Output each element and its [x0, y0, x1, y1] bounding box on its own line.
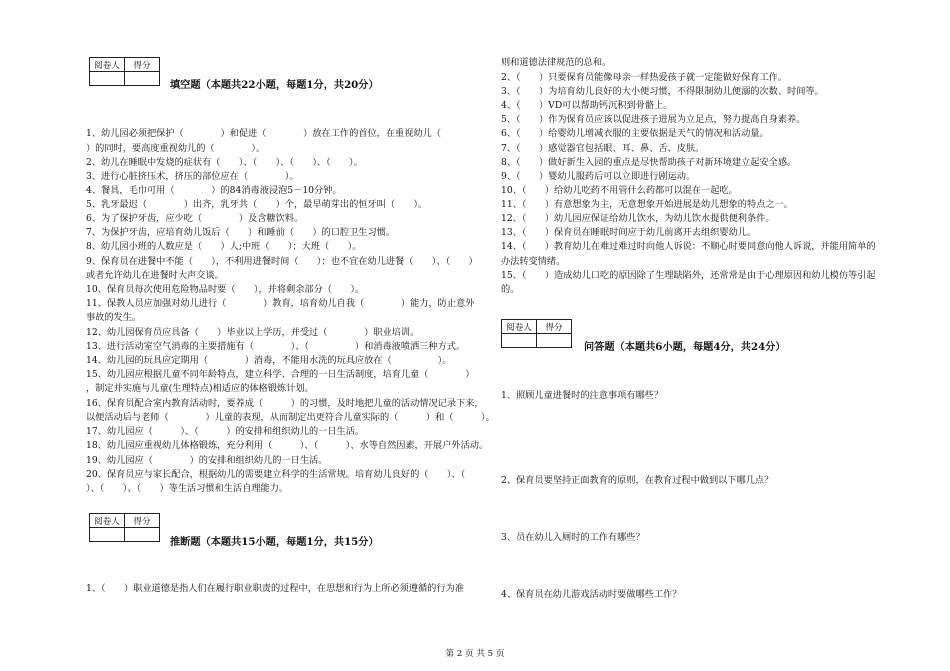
- fill-line: 20、保育员应与家长配合，根据幼儿的需要建立科学的生活常规。培育幼儿良好的（ ）、（: [86, 469, 484, 480]
- score-table-grader-cell: [90, 528, 125, 542]
- qa-question: 1、照顾儿童进餐时的注意事项有哪些？: [501, 390, 664, 401]
- fill-line: 9、保育员在进餐中不能（ ），不利用进餐时间（ ）；也不宜在幼儿进餐（ ）、（ ）: [86, 256, 478, 267]
- judge-line: 办法转变情绪。: [501, 256, 566, 267]
- score-table-grader-cell: [90, 72, 125, 86]
- score-table-fill: [89, 57, 160, 86]
- section-title-qa: 问答题（本题共6小题，每题4分，共24分）: [584, 341, 786, 353]
- score-table-grader-cell: [502, 334, 537, 348]
- fill-line: 13、进行活动室空气消毒的主要措施有（ ）、（ ）和消毒液喷洒三种方式。: [86, 341, 466, 352]
- judge-line: 8、（ ）做好新生入园的重点是尽快帮助孩子对新环境建立起安全感。: [501, 157, 797, 168]
- judge-line: 13、（ ）保育员在睡眠时间应于幼儿前离开去组织婴幼儿。: [501, 227, 757, 238]
- fill-line: 10、保育员每次使用危险物品时要（ ），并将剩余部分（ ）。: [86, 284, 365, 295]
- score-table-judge: [89, 513, 160, 542]
- section-title-judge: 推断题（本题共15小题，每题1分，共15分）: [170, 536, 379, 548]
- score-table-score-cell: [125, 72, 160, 86]
- fill-line: 3、进行心脏挤压术，挤压的部位应在（ ）。: [86, 171, 299, 182]
- judge-line: 2、（ ）只要保育员能像母亲一样热爱孩子就一定能做好保育工作。: [501, 72, 788, 83]
- fill-line: 以便活动后与老师（ ）儿童的表现，从而制定出更符合儿童实际的（ ）和（ ）。: [86, 412, 495, 423]
- score-table-grader-label: 阅卷人: [90, 514, 125, 528]
- fill-line: ，制定并实施与儿童(生理特点)相适应的体格锻炼计划。: [86, 383, 314, 394]
- fill-line: 2、幼儿在睡眠中发烧的症状有（ ）、（ ）、（ ）、（ ）。: [86, 157, 363, 168]
- score-table-score-label: 得分: [537, 320, 572, 334]
- fill-line: 16、保育员配合室内教育活动时，要养成（ ）的习惯，及时地把儿童的活动情况记录下来，: [86, 398, 484, 409]
- score-table-grader-label: 阅卷人: [90, 58, 125, 72]
- judge-line: 11、（ ）有意想象为主，无意想象开始进展是幼儿想象的特点之一。: [501, 199, 793, 210]
- fill-line: 14、幼儿园的玩具应定期用（ ）消毒，不能用水洗的玩具应放在（ ）。: [86, 355, 452, 366]
- judge-line: 12、（ ）幼儿园应保证给幼儿饮水，为幼儿饮水提供便利条件。: [501, 213, 775, 224]
- judge-line: 1、（ ）职业道德是指人们在履行职业职责的过程中，在思想和行为上所必须遵循的行为准: [86, 583, 464, 594]
- score-table-score-label: 得分: [125, 58, 160, 72]
- judge-line: 15、（ ）造成幼儿口吃的原因除了生理缺陷外，还常常是由于心理原因和幼儿模仿等引起: [501, 270, 876, 281]
- score-table-score-cell: [537, 334, 572, 348]
- fill-line: ）的同时，要高度重视幼儿的（ ）。: [86, 143, 266, 154]
- fill-line: 8、幼儿园小班的人数应是（ ）人;中班（ ）；大班（ ）。: [86, 241, 362, 252]
- judge-line: 6、（ ）给婴幼儿增减衣服的主要依据是天气的情况和活动量。: [501, 128, 769, 139]
- fill-line: 18、幼儿园应重视幼儿体格锻炼，充分利用（ ）、（ ）、水等自然因素，开展户外活动。: [86, 440, 489, 451]
- page-footer: 第 2 页 共 5 页: [445, 649, 505, 659]
- judge-line: 9、（ ）婴幼儿服药后可以立即进行剧运动。: [501, 171, 696, 182]
- score-table-grader-label: 阅卷人: [502, 320, 537, 334]
- qa-question: 3、员在幼儿入厕时的工作有哪些？: [501, 532, 645, 543]
- judge-line: 5、（ ）作为保育员应该以促进孩子进展为立足点，努力提高自身素养。: [501, 114, 806, 125]
- qa-question: 4、保育员在幼儿游戏活动时要做哪些工作？: [501, 589, 682, 600]
- judge-line: 7、（ ）感觉器官包括眼、耳、鼻、舌、皮肤。: [501, 143, 705, 154]
- fill-line: 或者允许幼儿在进餐时大声交谈。: [86, 270, 224, 281]
- fill-line: 4、餐具，毛巾可用（ ）的84消毒液浸泡5－10分钟。: [86, 185, 342, 196]
- judge-line: 则和道德法律规范的总和。: [501, 57, 612, 68]
- fill-line: 事故的发生。: [86, 312, 142, 323]
- judge-line: 3、（ ）为培育幼儿良好的大小便习惯，不得限制幼儿便溺的次数、时间等。: [501, 86, 824, 97]
- fill-line: 19、幼儿园应（ ）的安排和组织幼儿的一日生活。: [86, 455, 328, 466]
- fill-line: 15、幼儿园应根据儿童不同年龄特点，建立科学、合理的一日生活制度，培育儿童（ ）: [86, 369, 475, 380]
- judge-line: 10、（ ）给幼儿吃药不用管什么药都可以混在一起吃。: [501, 185, 738, 196]
- fill-line: 17、幼儿园应（ ）、（ ）的安排和组织幼儿的一日生活。: [86, 426, 365, 437]
- section-title-fill: 填空题（本题共22小题，每题1分，共20分）: [170, 79, 379, 91]
- fill-line: 5、乳牙最迟（ ）出齐，乳牙共（ ）个，最早萌芽出的恒牙叫（ ）。: [86, 199, 428, 210]
- fill-line: ）、（ ）、（ ）等生活习惯和生活自理能力。: [86, 483, 289, 494]
- fill-line: 12、幼儿园保育员应具备（ ）毕业以上学历，并受过（ ）职业培训。: [86, 327, 420, 338]
- judge-line: 4、（ ）VD可以帮助钙沉积到骨骼上。: [501, 100, 673, 111]
- fill-line: 7、为保护牙齿，应培育幼儿饭后（ ）和睡前（ ）的口腔卫生习惯。: [86, 227, 396, 238]
- fill-line: 11、保教人员应加强对幼儿进行（ ）教育，培育幼儿自我（ ）能力，防止意外: [86, 298, 475, 309]
- score-table-score-label: 得分: [125, 514, 160, 528]
- judge-line: 的。: [501, 284, 520, 295]
- score-table-score-cell: [125, 528, 160, 542]
- qa-question: 2、保育员要坚持正面教育的原则，在教育过程中做到以下哪几点？: [501, 475, 774, 486]
- fill-line: 1、幼儿园必须把保护（ ）和促进（ ）放在工作的首位，在重视幼儿（: [86, 128, 441, 139]
- fill-line: 6、为了保护牙齿，应少吃（ ）及含糖饮料。: [86, 213, 304, 224]
- judge-line: 14、（ ）教育幼儿在难过难过时向他人诉说：不顺心时要同意向他人诉说，并能用简单的: [501, 241, 876, 252]
- score-table-qa: [501, 319, 572, 348]
